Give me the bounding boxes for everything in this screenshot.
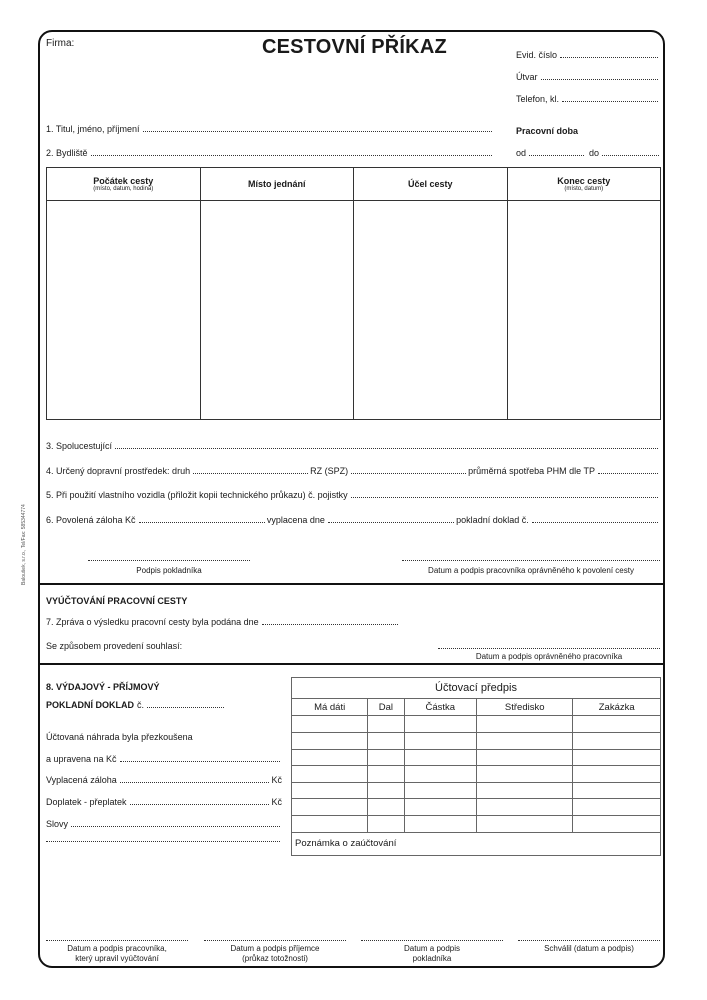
accounting-cell[interactable] — [573, 716, 661, 733]
accounting-row — [292, 766, 661, 783]
bottom-signature-line[interactable] — [46, 940, 188, 941]
col-dal: Dal — [368, 699, 404, 716]
accounting-cell[interactable] — [477, 749, 573, 766]
advance-field[interactable]: 6. Povolená záloha Kč vyplacena dne pokladní doklad č. — [46, 515, 660, 525]
bottom-signature-line[interactable] — [518, 940, 660, 941]
voucher-number-field[interactable]: POKLADNÍ DOKLAD č. — [46, 700, 226, 710]
bottom-signature-caption: Datum a podpis pokladníka — [403, 944, 461, 963]
accounting-cell[interactable] — [368, 816, 404, 833]
settlement-title: VYÚČTOVÁNÍ PRACOVNÍ CESTY — [46, 596, 188, 606]
trip-end-cell[interactable] — [507, 201, 661, 420]
report-date-field[interactable]: 7. Zpráva o výsledku pracovní cesty byla podána dne — [46, 617, 400, 627]
telefon-field[interactable]: Telefon, kl. — [516, 94, 660, 104]
accounting-cell[interactable] — [573, 732, 661, 749]
accounting-table — [291, 677, 661, 856]
accounting-cell[interactable] — [573, 799, 661, 816]
accounting-cell[interactable] — [292, 799, 368, 816]
accounting-cell[interactable] — [573, 816, 661, 833]
accounting-cell[interactable] — [368, 766, 404, 783]
accounting-cell[interactable] — [477, 766, 573, 783]
accounting-cell[interactable] — [404, 782, 477, 799]
col-stredisko: Středisko — [477, 699, 573, 716]
surcharge-field[interactable]: Doplatek - přeplatek Kč — [46, 797, 282, 807]
col-trip-purpose: Účel cesty — [354, 168, 508, 201]
accounting-cell[interactable] — [368, 716, 404, 733]
accounting-cell[interactable] — [477, 716, 573, 733]
bottom-signature-line[interactable] — [204, 940, 346, 941]
transport-field[interactable]: 4. Určený dopravní prostředek: druh RZ (SPZ) průměrná spotřeba PHM dle TP — [46, 466, 660, 476]
agree-signature-line[interactable] — [438, 648, 660, 649]
cashier-signature-line[interactable] — [88, 560, 250, 561]
col-ma-dati: Má dáti — [292, 699, 368, 716]
printer-imprint: Baloušek, s.r.o., Tel/Fax: 585344774 — [21, 504, 27, 585]
accounting-cell[interactable] — [292, 716, 368, 733]
trip-start-cell[interactable] — [47, 201, 201, 420]
trip-table — [46, 167, 661, 420]
evid-cislo-field[interactable]: Evid. číslo — [516, 50, 660, 60]
amount-in-words-field[interactable]: Slovy — [46, 819, 282, 829]
accounting-cell[interactable] — [292, 732, 368, 749]
accounting-row — [292, 716, 661, 733]
accounting-row — [292, 782, 661, 799]
agree-label: Se způsobem provedení souhlasí: — [46, 641, 183, 651]
col-trip-start: Počátek cesty (místo, datum, hodina) — [47, 168, 201, 201]
authorizer-signature-line[interactable] — [402, 560, 660, 561]
col-zakazka: Zakázka — [573, 699, 661, 716]
accounting-cell[interactable] — [404, 816, 477, 833]
amount-in-words-field-2[interactable] — [46, 841, 282, 844]
insurance-field[interactable]: 5. Při použití vlastního vozidla (přiložit kopii technického průkazu) č. pojistky — [46, 490, 660, 500]
accounting-cell[interactable] — [477, 732, 573, 749]
accounting-cell[interactable] — [292, 816, 368, 833]
name-field[interactable]: 1. Titul, jméno, příjmení — [46, 124, 494, 134]
accounting-cell[interactable] — [292, 782, 368, 799]
accounting-cell[interactable] — [368, 732, 404, 749]
utvar-field[interactable]: Útvar — [516, 72, 660, 82]
trip-purpose-cell[interactable] — [354, 201, 508, 420]
firma-label: Firma: — [46, 38, 75, 49]
accounting-row — [292, 749, 661, 766]
accounting-cell[interactable] — [477, 782, 573, 799]
accounting-cell[interactable] — [404, 716, 477, 733]
page-title: CESTOVNÍ PŘÍKAZ — [262, 36, 447, 58]
section-divider-1 — [38, 583, 665, 585]
accounting-row — [292, 816, 661, 833]
accounting-cell[interactable] — [404, 749, 477, 766]
voucher-title-line1: 8. VÝDAJOVÝ - PŘÍJMOVÝ — [46, 682, 160, 692]
cashier-signature-caption: Podpis pokladníka — [136, 566, 202, 575]
bottom-signature-caption: Schválil (datum a podpis) — [544, 944, 634, 953]
accounting-row — [292, 799, 661, 816]
bottom-signature-line[interactable] — [361, 940, 503, 941]
accounting-row — [292, 732, 661, 749]
meeting-place-cell[interactable] — [200, 201, 354, 420]
accounting-cell[interactable] — [573, 749, 661, 766]
authorizer-signature-caption: Datum a podpis pracovníka oprávněného k povolení cesty — [428, 566, 634, 575]
work-hours-to-field[interactable]: do — [589, 148, 661, 158]
accounting-cell[interactable] — [573, 766, 661, 783]
accounting-cell[interactable] — [404, 799, 477, 816]
accounting-cell[interactable] — [477, 816, 573, 833]
agree-signature-caption: Datum a podpis oprávněného pracovníka — [475, 652, 623, 661]
col-castka: Částka — [404, 699, 477, 716]
bottom-signature-caption: Datum a podpis pracovníka, který upravil vyúčtování — [67, 944, 167, 963]
accounting-cell[interactable] — [404, 732, 477, 749]
adjusted-amount-field[interactable]: a upravena na Kč — [46, 754, 282, 764]
checked-label: Účtovaná náhrada byla přezkoušena — [46, 732, 193, 742]
accounting-cell[interactable] — [477, 799, 573, 816]
accounting-cell[interactable] — [573, 782, 661, 799]
bottom-signature-caption: Datum a podpis příjemce (průkaz totožnosti) — [230, 944, 320, 963]
work-hours-from-field[interactable]: od — [516, 148, 586, 158]
accounting-cell[interactable] — [368, 782, 404, 799]
col-trip-end: Konec cesty (místo, datum) — [507, 168, 661, 201]
accounting-caption: Účtovací předpis — [292, 678, 661, 699]
accounting-cell[interactable] — [368, 749, 404, 766]
accounting-cell[interactable] — [368, 799, 404, 816]
paid-advance-field[interactable]: Vyplacená záloha Kč — [46, 775, 282, 785]
col-meeting-place: Místo jednání — [200, 168, 354, 201]
work-hours-title: Pracovní doba — [516, 126, 579, 136]
accounting-cell[interactable] — [404, 766, 477, 783]
accounting-cell[interactable] — [292, 749, 368, 766]
address-field[interactable]: 2. Bydliště — [46, 148, 494, 158]
accounting-note[interactable]: Poznámka o zaúčtování — [292, 832, 661, 855]
accounting-cell[interactable] — [292, 766, 368, 783]
section-divider-2 — [38, 663, 665, 665]
fellow-travelers-field[interactable]: 3. Spolucestující — [46, 441, 660, 451]
